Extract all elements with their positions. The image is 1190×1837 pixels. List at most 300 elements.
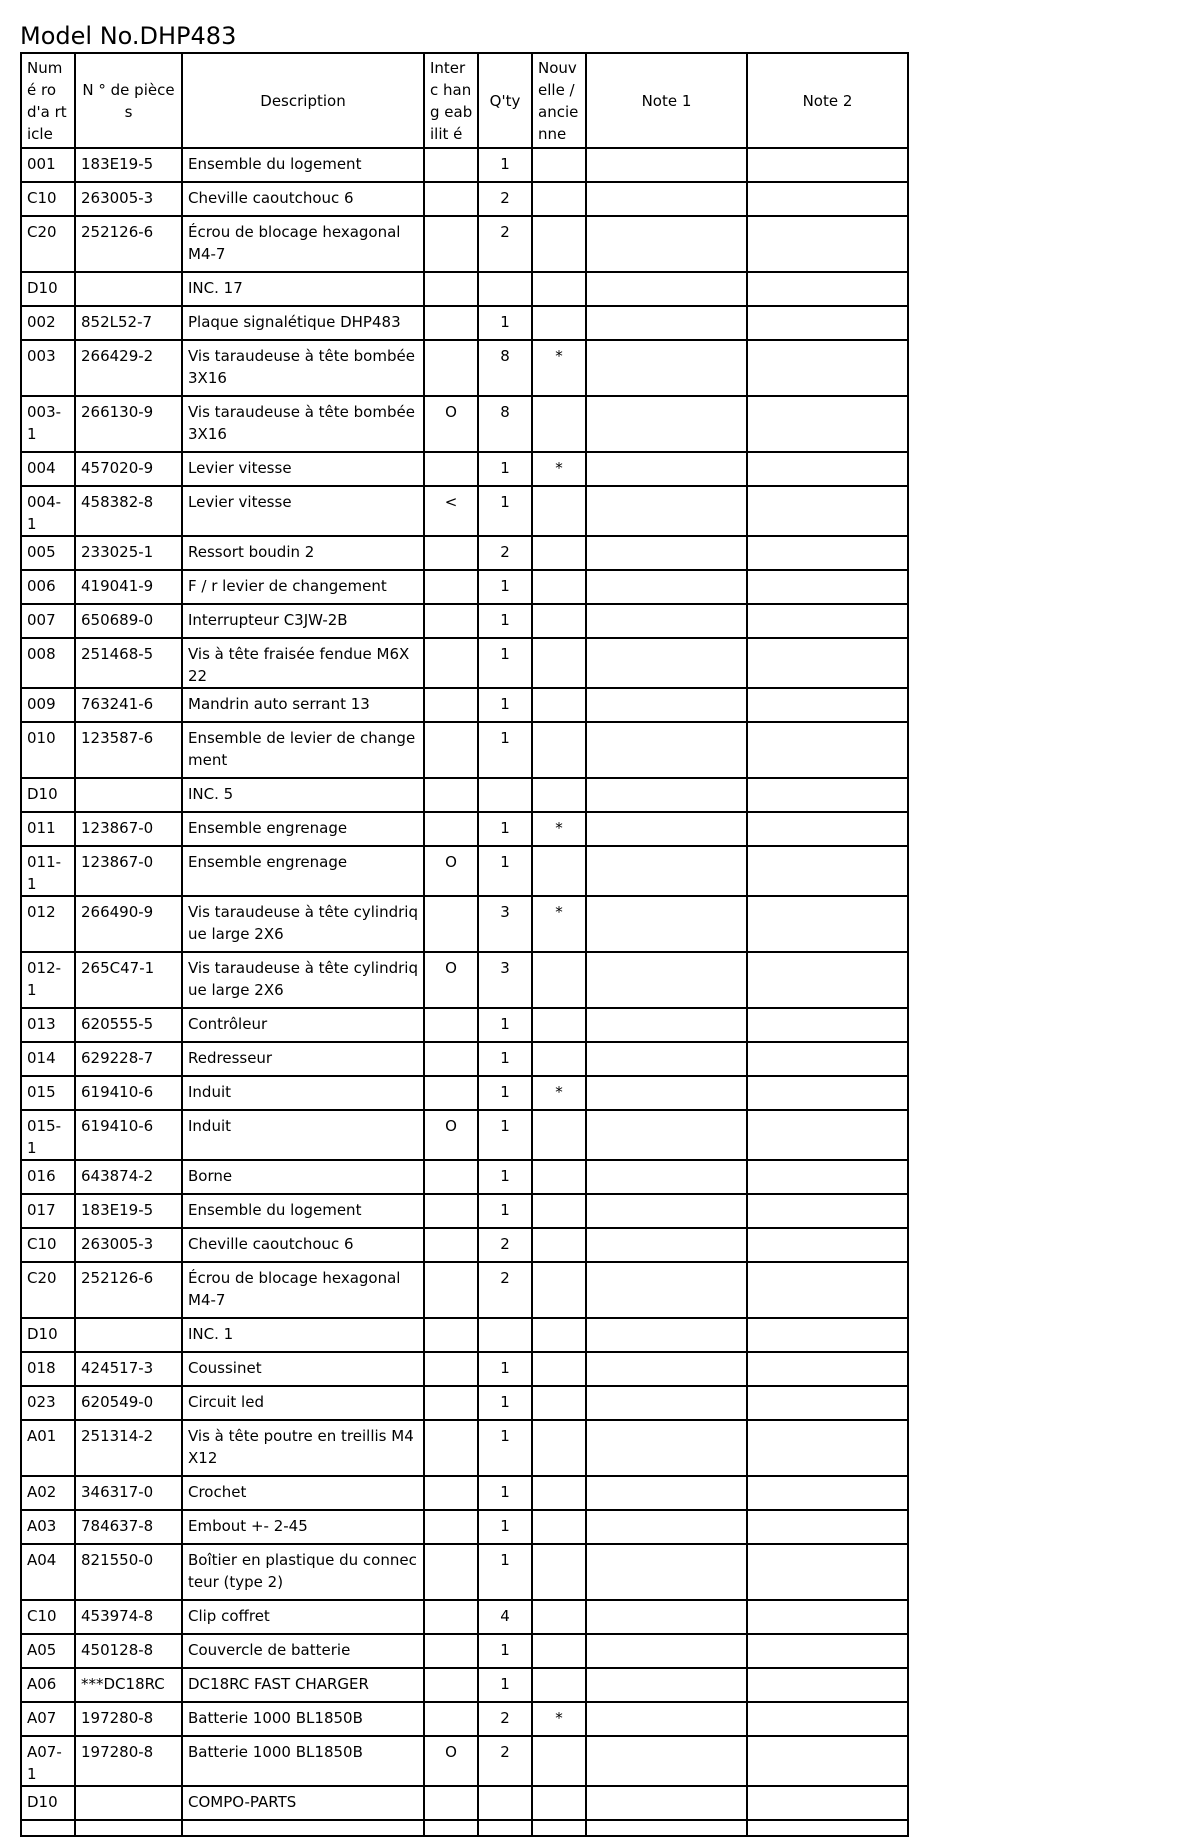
col-header-part-no: N ° de pièces: [75, 53, 182, 148]
table-row: [21, 1160, 908, 1194]
cell-item-no: 008: [21, 638, 75, 688]
cell-part-no: 346317-0: [75, 1476, 182, 1510]
cell-note2: [747, 1600, 908, 1634]
cell-description: Crochet: [182, 1476, 424, 1510]
cell-new-old: [532, 1786, 586, 1820]
table-row: [21, 306, 908, 340]
cell-part-no: 629228-7: [75, 1042, 182, 1076]
cell-part-no: [75, 778, 182, 812]
table-row: [21, 1544, 908, 1600]
cell-description: Contrôleur: [182, 1008, 424, 1042]
cell-interchangeability: [424, 1228, 478, 1262]
cell-qty: 1: [478, 1634, 532, 1668]
table-row: [21, 1476, 908, 1510]
cell-description: Levier vitesse: [182, 486, 424, 536]
cell-empty: [747, 1820, 908, 1836]
cell-description: Interrupteur C3JW-2B: [182, 604, 424, 638]
cell-empty: [21, 1820, 75, 1836]
cell-interchangeability: [424, 1262, 478, 1318]
cell-qty: [478, 272, 532, 306]
table-row: [21, 182, 908, 216]
cell-note1: [586, 148, 747, 182]
cell-new-old: [532, 1008, 586, 1042]
table-row: [21, 486, 908, 536]
cell-note1: [586, 1352, 747, 1386]
cell-qty: 8: [478, 396, 532, 452]
table-row: [21, 272, 908, 306]
cell-note1: [586, 1476, 747, 1510]
cell-note2: [747, 1510, 908, 1544]
cell-qty: 4: [478, 1600, 532, 1634]
cell-description: Vis taraudeuse à tête cylindrique large 2X6: [182, 952, 424, 1008]
cell-note1: [586, 1160, 747, 1194]
cell-note2: [747, 1420, 908, 1476]
cell-note1: [586, 1600, 747, 1634]
cell-new-old: [532, 216, 586, 272]
table-row: [21, 1110, 908, 1160]
cell-description: COMPO-PARTS: [182, 1786, 424, 1820]
table-row: [21, 1420, 908, 1476]
cell-item-no: A03: [21, 1510, 75, 1544]
cell-note1: [586, 1386, 747, 1420]
cell-part-no: 197280-8: [75, 1736, 182, 1786]
table-row: [21, 846, 908, 896]
cell-interchangeability: [424, 722, 478, 778]
cell-note1: [586, 1702, 747, 1736]
cell-interchangeability: [424, 1386, 478, 1420]
cell-interchangeability: [424, 1042, 478, 1076]
cell-item-no: A02: [21, 1476, 75, 1510]
cell-description: Plaque signalétique DHP483: [182, 306, 424, 340]
cell-new-old: [532, 1510, 586, 1544]
cell-interchangeability: [424, 306, 478, 340]
cell-qty: 1: [478, 1008, 532, 1042]
cell-note2: [747, 272, 908, 306]
cell-new-old: [532, 396, 586, 452]
table-row: [21, 340, 908, 396]
cell-item-no: A04: [21, 1544, 75, 1600]
cell-note2: [747, 216, 908, 272]
cell-note1: [586, 1194, 747, 1228]
col-header-note2: Note 2: [747, 53, 908, 148]
cell-interchangeability: [424, 896, 478, 952]
cell-description: Écrou de blocage hexagonal M4-7: [182, 1262, 424, 1318]
cell-new-old: [532, 1042, 586, 1076]
cell-qty: 8: [478, 340, 532, 396]
cell-new-old: [532, 1544, 586, 1600]
cell-item-no: 013: [21, 1008, 75, 1042]
cell-note2: [747, 638, 908, 688]
cell-item-no: C20: [21, 216, 75, 272]
cell-item-no: C20: [21, 1262, 75, 1318]
table-header-row: [21, 53, 908, 148]
cell-new-old: [532, 604, 586, 638]
cell-note2: [747, 1160, 908, 1194]
cell-interchangeability: [424, 604, 478, 638]
cell-note1: [586, 896, 747, 952]
cell-note2: [747, 1262, 908, 1318]
cell-qty: 1: [478, 1042, 532, 1076]
cell-part-no: 263005-3: [75, 1228, 182, 1262]
cell-interchangeability: [424, 1194, 478, 1228]
cell-item-no: A01: [21, 1420, 75, 1476]
cell-interchangeability: [424, 778, 478, 812]
cell-item-no: 015-1: [21, 1110, 75, 1160]
cell-qty: 2: [478, 1228, 532, 1262]
cell-item-no: 015: [21, 1076, 75, 1110]
col-header-new-old: Nouv elle / ancie nne: [532, 53, 586, 148]
cell-item-no: 006: [21, 570, 75, 604]
cell-description: INC. 5: [182, 778, 424, 812]
cell-note2: [747, 1076, 908, 1110]
cell-item-no: 011-1: [21, 846, 75, 896]
cell-part-no: 619410-6: [75, 1076, 182, 1110]
table-row: [21, 1600, 908, 1634]
table-row: [21, 1008, 908, 1042]
cell-description: Induit: [182, 1110, 424, 1160]
cell-part-no: 252126-6: [75, 1262, 182, 1318]
cell-part-no: 266490-9: [75, 896, 182, 952]
cell-new-old: [532, 1634, 586, 1668]
cell-description: Ensemble du logement: [182, 1194, 424, 1228]
cell-description: Vis taraudeuse à tête cylindrique large 2X6: [182, 896, 424, 952]
cell-part-no: 183E19-5: [75, 1194, 182, 1228]
table-row: [21, 1076, 908, 1110]
cell-part-no: 457020-9: [75, 452, 182, 486]
table-row: [21, 1386, 908, 1420]
cell-qty: 1: [478, 486, 532, 536]
cell-part-no: 123867-0: [75, 812, 182, 846]
cell-part-no: 619410-6: [75, 1110, 182, 1160]
cell-part-no: 419041-9: [75, 570, 182, 604]
cell-item-no: 017: [21, 1194, 75, 1228]
cell-qty: 1: [478, 1668, 532, 1702]
cell-part-no: 263005-3: [75, 182, 182, 216]
cell-interchangeability: O: [424, 396, 478, 452]
cell-new-old: [532, 148, 586, 182]
col-header-qty: Q'ty: [478, 53, 532, 148]
cell-new-old: *: [532, 1076, 586, 1110]
cell-item-no: A06: [21, 1668, 75, 1702]
cell-part-no: 821550-0: [75, 1544, 182, 1600]
cell-item-no: 007: [21, 604, 75, 638]
cell-item-no: 016: [21, 1160, 75, 1194]
cell-new-old: [532, 1160, 586, 1194]
cell-note1: [586, 1634, 747, 1668]
cell-item-no: 012-1: [21, 952, 75, 1008]
cell-qty: [478, 1786, 532, 1820]
cell-empty: [424, 1820, 478, 1836]
cell-description: F / r levier de changement: [182, 570, 424, 604]
cell-note2: [747, 486, 908, 536]
table-row: [21, 1042, 908, 1076]
cell-item-no: 018: [21, 1352, 75, 1386]
cell-note1: [586, 396, 747, 452]
cell-new-old: [532, 688, 586, 722]
cell-new-old: [532, 1228, 586, 1262]
cell-note1: [586, 272, 747, 306]
cell-interchangeability: O: [424, 1110, 478, 1160]
cell-note1: [586, 486, 747, 536]
cell-qty: 1: [478, 1110, 532, 1160]
cell-item-no: D10: [21, 1318, 75, 1352]
cell-new-old: *: [532, 452, 586, 486]
cell-new-old: [532, 1476, 586, 1510]
cell-interchangeability: [424, 340, 478, 396]
cell-interchangeability: [424, 216, 478, 272]
cell-interchangeability: [424, 148, 478, 182]
cell-qty: 1: [478, 1160, 532, 1194]
cell-note2: [747, 148, 908, 182]
cell-part-no: 265C47-1: [75, 952, 182, 1008]
table-row: [21, 396, 908, 452]
cell-item-no: A07-1: [21, 1736, 75, 1786]
cell-note1: [586, 812, 747, 846]
cell-note2: [747, 604, 908, 638]
cell-part-no: [75, 1318, 182, 1352]
cell-note2: [747, 1110, 908, 1160]
cell-interchangeability: [424, 638, 478, 688]
cell-new-old: [532, 952, 586, 1008]
cell-qty: 2: [478, 536, 532, 570]
cell-interchangeability: [424, 1008, 478, 1042]
cell-qty: 1: [478, 1476, 532, 1510]
table-row: [21, 1634, 908, 1668]
cell-note1: [586, 1262, 747, 1318]
cell-note2: [747, 1668, 908, 1702]
cell-note1: [586, 1110, 747, 1160]
cell-note1: [586, 1736, 747, 1786]
cell-item-no: D10: [21, 778, 75, 812]
cell-interchangeability: [424, 1352, 478, 1386]
cell-interchangeability: <: [424, 486, 478, 536]
cell-description: Boîtier en plastique du connecteur (type 2): [182, 1544, 424, 1600]
cell-qty: 3: [478, 952, 532, 1008]
cell-item-no: 001: [21, 148, 75, 182]
cell-interchangeability: [424, 570, 478, 604]
cell-part-no: 251314-2: [75, 1420, 182, 1476]
cell-part-no: 123867-0: [75, 846, 182, 896]
cell-qty: 1: [478, 1352, 532, 1386]
cell-new-old: [532, 1386, 586, 1420]
cell-note2: [747, 536, 908, 570]
table-row: [21, 570, 908, 604]
cell-note2: [747, 1634, 908, 1668]
cell-item-no: 003: [21, 340, 75, 396]
cell-part-no: 233025-1: [75, 536, 182, 570]
cell-interchangeability: [424, 182, 478, 216]
cell-item-no: C10: [21, 1228, 75, 1262]
cell-description: Levier vitesse: [182, 452, 424, 486]
cell-description: Mandrin auto serrant 13: [182, 688, 424, 722]
table-row: [21, 812, 908, 846]
cell-qty: 2: [478, 1262, 532, 1318]
cell-note2: [747, 1736, 908, 1786]
cell-new-old: [532, 1262, 586, 1318]
cell-note1: [586, 1786, 747, 1820]
cell-new-old: [532, 778, 586, 812]
cell-qty: 1: [478, 1076, 532, 1110]
cell-part-no: [75, 272, 182, 306]
cell-part-no: 620549-0: [75, 1386, 182, 1420]
parts-table: [20, 52, 909, 1837]
cell-qty: 2: [478, 1702, 532, 1736]
col-header-description: Description: [182, 53, 424, 148]
cell-description: Coussinet: [182, 1352, 424, 1386]
cell-qty: 1: [478, 306, 532, 340]
cell-note2: [747, 812, 908, 846]
cell-interchangeability: [424, 1076, 478, 1110]
cell-interchangeability: [424, 1318, 478, 1352]
cell-note2: [747, 570, 908, 604]
cell-qty: 2: [478, 182, 532, 216]
cell-interchangeability: [424, 1544, 478, 1600]
cell-qty: 1: [478, 722, 532, 778]
cell-empty: [182, 1820, 424, 1836]
cell-new-old: [532, 182, 586, 216]
cell-note1: [586, 570, 747, 604]
cell-description: Clip coffret: [182, 1600, 424, 1634]
table-row: [21, 536, 908, 570]
cell-new-old: [532, 486, 586, 536]
cell-item-no: A05: [21, 1634, 75, 1668]
cell-new-old: *: [532, 896, 586, 952]
cell-part-no: 450128-8: [75, 1634, 182, 1668]
table-row: [21, 1702, 908, 1736]
col-header-item-no: Numé ro d'a rticle: [21, 53, 75, 148]
cell-part-no: 643874-2: [75, 1160, 182, 1194]
cell-part-no: 453974-8: [75, 1600, 182, 1634]
table-row: [21, 952, 908, 1008]
cell-interchangeability: [424, 1160, 478, 1194]
cell-description: Vis taraudeuse à tête bombée 3X16: [182, 396, 424, 452]
cell-qty: 1: [478, 1510, 532, 1544]
cell-qty: 2: [478, 1736, 532, 1786]
cell-interchangeability: O: [424, 846, 478, 896]
cell-part-no: 197280-8: [75, 1702, 182, 1736]
cell-part-no: [75, 1786, 182, 1820]
cell-note1: [586, 778, 747, 812]
cell-part-no: 424517-3: [75, 1352, 182, 1386]
cell-empty: [478, 1820, 532, 1836]
cell-description: Redresseur: [182, 1042, 424, 1076]
table-row: [21, 896, 908, 952]
cell-description: INC. 17: [182, 272, 424, 306]
cell-note2: [747, 1228, 908, 1262]
cell-interchangeability: [424, 536, 478, 570]
cell-new-old: *: [532, 1702, 586, 1736]
table-row-continuation: [21, 1820, 908, 1836]
table-row: [21, 216, 908, 272]
cell-note1: [586, 1668, 747, 1702]
cell-note1: [586, 1544, 747, 1600]
cell-note1: [586, 216, 747, 272]
cell-note1: [586, 1076, 747, 1110]
cell-note2: [747, 778, 908, 812]
cell-item-no: 004: [21, 452, 75, 486]
cell-note2: [747, 1042, 908, 1076]
cell-note2: [747, 896, 908, 952]
cell-qty: 1: [478, 604, 532, 638]
table-row: [21, 1510, 908, 1544]
cell-qty: 1: [478, 1386, 532, 1420]
table-row: [21, 1736, 908, 1786]
table-row: [21, 1194, 908, 1228]
cell-part-no: 650689-0: [75, 604, 182, 638]
cell-interchangeability: [424, 812, 478, 846]
cell-note1: [586, 1228, 747, 1262]
table-row: [21, 1786, 908, 1820]
cell-interchangeability: [424, 1668, 478, 1702]
cell-qty: [478, 1318, 532, 1352]
cell-interchangeability: [424, 452, 478, 486]
cell-part-no: 784637-8: [75, 1510, 182, 1544]
cell-item-no: 004-1: [21, 486, 75, 536]
cell-description: Batterie 1000 BL1850B: [182, 1736, 424, 1786]
cell-note2: [747, 1786, 908, 1820]
cell-item-no: A07: [21, 1702, 75, 1736]
cell-interchangeability: [424, 1420, 478, 1476]
cell-description: Induit: [182, 1076, 424, 1110]
cell-item-no: 003-1: [21, 396, 75, 452]
cell-note1: [586, 536, 747, 570]
cell-item-no: 011: [21, 812, 75, 846]
cell-new-old: [532, 536, 586, 570]
cell-description: Ressort boudin 2: [182, 536, 424, 570]
cell-note1: [586, 182, 747, 216]
cell-new-old: [532, 1352, 586, 1386]
cell-empty: [586, 1820, 747, 1836]
cell-note2: [747, 1008, 908, 1042]
cell-description: DC18RC FAST CHARGER: [182, 1668, 424, 1702]
cell-note1: [586, 1042, 747, 1076]
table-row: [21, 1228, 908, 1262]
cell-note1: [586, 604, 747, 638]
cell-new-old: [532, 570, 586, 604]
cell-description: Cheville caoutchouc 6: [182, 182, 424, 216]
cell-note1: [586, 1510, 747, 1544]
cell-note2: [747, 1352, 908, 1386]
cell-qty: [478, 778, 532, 812]
cell-description: Vis à tête fraisée fendue M6X22: [182, 638, 424, 688]
cell-new-old: [532, 272, 586, 306]
cell-part-no: 252126-6: [75, 216, 182, 272]
cell-note1: [586, 638, 747, 688]
cell-qty: 2: [478, 216, 532, 272]
cell-qty: 1: [478, 638, 532, 688]
cell-note2: [747, 306, 908, 340]
cell-note2: [747, 452, 908, 486]
cell-part-no: 266429-2: [75, 340, 182, 396]
cell-note1: [586, 688, 747, 722]
cell-note2: [747, 1318, 908, 1352]
cell-interchangeability: [424, 1476, 478, 1510]
cell-qty: 1: [478, 846, 532, 896]
cell-description: Vis taraudeuse à tête bombée 3X16: [182, 340, 424, 396]
cell-part-no: 763241-6: [75, 688, 182, 722]
table-row: [21, 452, 908, 486]
cell-note2: [747, 952, 908, 1008]
cell-new-old: *: [532, 340, 586, 396]
cell-new-old: [532, 638, 586, 688]
cell-qty: 1: [478, 812, 532, 846]
cell-interchangeability: [424, 1786, 478, 1820]
page-title: Model No.DHP483: [20, 22, 237, 50]
cell-part-no: 852L52-7: [75, 306, 182, 340]
col-header-interchangeability: Interc hang eabilit é: [424, 53, 478, 148]
cell-description: INC. 1: [182, 1318, 424, 1352]
cell-note1: [586, 722, 747, 778]
